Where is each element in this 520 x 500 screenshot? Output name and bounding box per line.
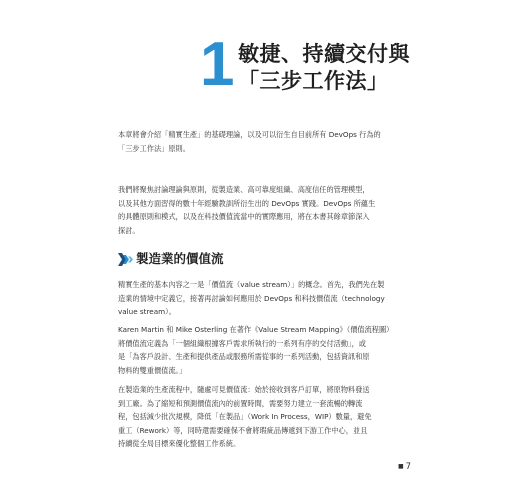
intro-paragraph-1: [118, 128, 408, 155]
text-line: 我們將聚焦討論理論與原則，從製造業、高可靠度組織、高度信任的管理模型，: [118, 185, 370, 194]
text-line: 物料的雙重價值流。」: [118, 365, 187, 375]
bullet-icon: ■: [398, 463, 404, 470]
body-paragraph-3: [118, 383, 408, 451]
text-line: 是「為客戶設計、生產和提供產品或服務所需從事的一系列活動，包括資訊和原: [118, 352, 370, 361]
text-line: 「三步工作法」原則。: [118, 143, 190, 153]
text-line: 程，包括減少批次規模，降低「在製品」（Work In Process，WIP）數量，避免: [118, 412, 372, 421]
text-line: 的具體原則和模式，以及在科技價值流當中的實際應用，將在本書其餘章節深入: [118, 212, 370, 221]
text-line: 造業的情境中定義它，接著再討論如何應用於 DevOps 和科技價值流（technology: [118, 293, 385, 303]
chapter-number: 1: [200, 30, 235, 99]
text-line: 探討。: [118, 225, 140, 235]
text-line: 本章將會介紹「精實生產」的基礎理論，以及可以衍生自目前所有 DevOps 行為的: [118, 130, 381, 139]
body-paragraph-2: [118, 323, 408, 377]
triple-chevron-icon: [117, 252, 134, 267]
text-line: 重工（Rework）等，同時還需要確保不會將瑕疵品傳遞到下游工作中心，並且: [118, 425, 368, 435]
chapter-title: [238, 40, 410, 94]
intro-paragraph-2: [118, 183, 408, 237]
text-line: 精實生產的基本內容之一是「價值流（value stream）」的概念。首先，我們先在製: [118, 280, 385, 289]
page-number: [398, 462, 411, 472]
page-number-value: 7: [405, 462, 412, 472]
body-paragraph-1: [118, 278, 408, 319]
text-line: 以及其他方面習得的數十年經驗教訓所衍生出的 DevOps 實踐。DevOps 所蘊生: [118, 198, 376, 208]
text-line: 到工廠。為了縮短和預測價值流內的前置時間，需要努力建立一套流暢的轉流: [118, 398, 363, 408]
section-title: 製造業的價值流: [136, 251, 224, 266]
chapter-title-line-2: 「三步工作法」: [238, 68, 389, 93]
text-line: 將價值流定義為「一個組織根據客戶需求所執行的一系列有序的交付活動」，或: [118, 338, 366, 348]
text-line: 持續從全局目標來優化整個工作系統。: [118, 439, 241, 448]
text-line: 在製造業的生產流程中，隨處可見價值流：始於接收到客戶訂單，將原物料發送: [118, 385, 370, 394]
text-line: value stream）。: [118, 307, 176, 316]
text-line: Karen Martin 和 Mike Osterling 在著作《Value Stream Mapping》（價值流程圖）: [118, 325, 394, 334]
chapter-title-line-1: 敏捷、持續交付與: [238, 41, 410, 66]
